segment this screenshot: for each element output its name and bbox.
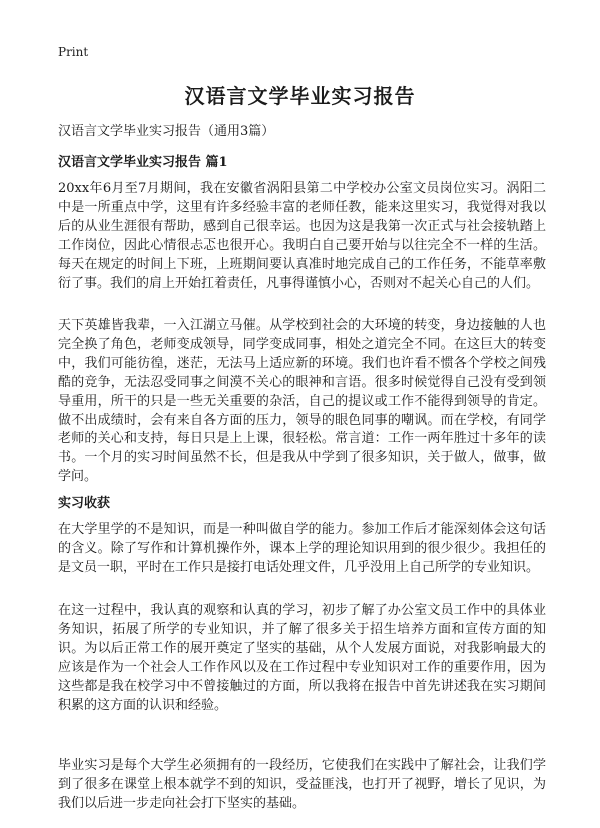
paragraph-4: 在这一过程中，我认真的观察和认真的学习，初步了解了办公室文员工作中的具体业务知识，拓展了所学的专业知识，并了解了很多关于招生培养方面和宣传方面的知识。为以后正常工作的展开奠定了坚实的基础，从个人发展方面说，对我影响最大的应该是作为一个社会人工作作风以及在工作过程中专业知识对工作的重要作用，因为这些都是我在校学习中不曾接触过的方面，所以我将在报告中首先讲述我在实习期间积累的这方面的认识和经验。 (58, 603, 546, 713)
document-subtitle: 汉语言文学毕业实习报告（通用3篇） (58, 124, 275, 139)
paragraph-3: 在大学里学的不是知识，而是一种叫做自学的能力。参加工作后才能深刻体会这句话的含义。除了写作和计算机操作外，课本上学的理论知识用到的很少很少。我担任的是文员一职，平时在工作只是接打电话处理文件，几乎没用上自己所学的专业知识。 (58, 522, 546, 575)
section-heading-harvest: 实习收获 (58, 496, 111, 511)
paragraph-2: 天下英雄皆我辈，一入江湖立马催。从学校到社会的大环境的转变，身边接触的人也完全换了角色，老师变成领导，同学变成同事，相处之道完全不同。在这巨大的转变中，我们可能彷徨，迷茫，无法马上适应新的环境。我们也许看不惯各个学校之间残酷的竞争，无法忍受同事之间漠不关心的眼神和言语。很多时候觉得自己没有受到领导重用，所干的只是一些无关重要的杂活，自己的提议或工作不能得到领导的肯定。做不出成绩时，会有来自各方面的压力，领导的眼色同事的嘲讽。而在学校，有同学老师的关心和支持，每日只是上上课，很轻松。常言道：工作一两年胜过十多年的读书。一个月的实习时间虽然不长，但是我从中学到了很多知识，关于做人，做事，做学问。 (58, 318, 546, 485)
paragraph-1: 20xx年6月至7月期间，我在安徽省涡阳县第二中学校办公室文员岗位实习。涡阳二中是一所重点中学，这里有许多经验丰富的老师任教，能来这里实习，我觉得对我以后的从业生涯很有帮助，感到自己很幸运。也因为这是我第一次正式与社会接轨踏上工作岗位，因此心情很忐忑也很开心。我明白自己要开始与以往完全不一样的生活。每天在规定的时间上下班，上班期间要认真准时地完成自己的工作任务，不能草率敷衍了事。我们的肩上开始扛着责任，凡事得谨慎小心，否则对不起关心自己的人们。 (58, 181, 546, 291)
article-heading: 汉语言文学毕业实习报告 篇1 (58, 155, 228, 170)
page-title: 汉语言文学毕业实习报告 (184, 84, 416, 108)
print-link[interactable]: Print (58, 45, 89, 59)
paragraph-5: 毕业实习是每个大学生必须拥有的一段经历，它使我们在实践中了解社会，让我们学到了很多在课堂上根本就学不到的知识，受益匪浅，也打开了视野，增长了见识，为我们以后进一步走向社会打下坚实的基础。 (58, 758, 546, 811)
